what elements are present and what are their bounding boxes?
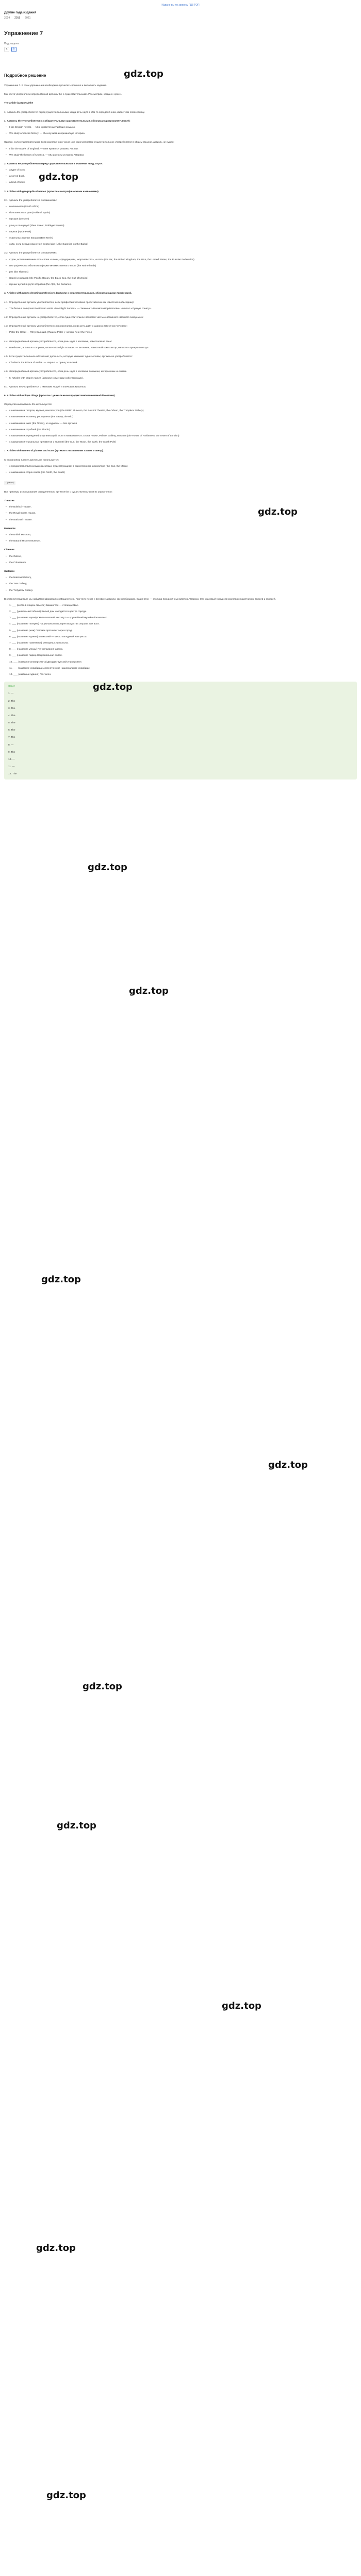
answer-item: 10. — — [8, 758, 15, 761]
list-item: • the National Theatre. — [4, 518, 357, 522]
list-item: • Peter the Great — Пётр Великий. (Пишем Peter I, читаем Peter the First.) — [4, 331, 357, 334]
list-item: • Charles is the Prince of Wales. — Чарльз — принц Уэльский. — [4, 361, 357, 365]
year-tab-2021[interactable]: 2021 — [25, 16, 31, 20]
answer-box — [4, 682, 357, 779]
paragraph: 3.1. Артикль the употребляется с названиями: — [4, 199, 57, 202]
paragraph: 3.2. Артикль the употребляется с названиями: — [4, 252, 57, 255]
list-item: 8. ___ (название улицы) Пенсильвания-авеню. — [9, 648, 63, 651]
paragraph: 1) Артикль the употребляется перед существительными, когда речь идёт о чём-то определённом, известном собеседнику. — [4, 111, 145, 114]
list-item: • морей и океанов (the Pacific Ocean, the Black Sea, the Gulf of Mexico) — [4, 277, 357, 280]
watermark: gdz.top — [124, 69, 163, 79]
answer-item: 7. The — [8, 736, 15, 739]
watermark: gdz.top — [46, 2490, 86, 2501]
list-item: • с названиями театров, музеев, кинотеатров (the British Museum, the Bolshoi Theatre, the Odeon, the Tretyakov Gallery) — [4, 409, 357, 413]
pager-item-a[interactable]: a — [4, 47, 9, 52]
list-item: • Beethoven, a famous composer, wrote «Moonlight Sonata». — Бетховен, известный композитор, написал «Лунную сонату». — [4, 346, 357, 350]
solution-heading: Подробное решение — [4, 73, 46, 78]
answer-item: 4. The — [8, 714, 15, 717]
watermark: gdz.top — [39, 172, 78, 182]
paragraph: Определённый артикль the используется: — [4, 403, 52, 406]
year-tab-2019[interactable]: 2019 — [14, 16, 21, 20]
group-heading: Galleries — [4, 570, 15, 573]
answer-item: 2. The — [8, 700, 15, 703]
solution-body — [4, 84, 357, 474]
list-item: 11. ___ (название кладбища) Арлингтонское национальное кладбище. — [9, 667, 91, 670]
answer-item: 5. The — [8, 722, 15, 725]
watermark: gdz.top — [57, 1820, 96, 1831]
paragraph: 4.3. Определённый артикль употребляется с приложением, когда речь идёт о широко известном человеке: — [4, 325, 128, 328]
list-item: 6. ___ (название здания) Капитолий — место заседаний Конгресса. — [9, 635, 87, 638]
list-item: • с названиями гостиниц, ресторанов (the Savoy, the Ritz) — [4, 415, 357, 419]
year-tab-2014[interactable]: 2014 — [4, 16, 10, 20]
list-item: 4. ___ (название галереи) Национальная галерея искусства открыта для всех. — [9, 623, 100, 626]
paragraph: 4.1. Определённый артикль употребляется, если профессия человека представлена как известная собеседнику: — [4, 301, 135, 304]
list-item: • с предметами/явлениями/объектами, существующими в единственном экземпляре (the Sun, the Moon) — [4, 465, 357, 468]
list-item: • the Colosseum. — [4, 561, 357, 565]
list-item: 10. ___ (название университета) Джорджтаунский университет. — [9, 660, 82, 664]
section-heading: 7. Articles with names of planets and stars (артикли с названиями планет и звёзд). — [4, 450, 104, 453]
answer-item: 12. The — [8, 773, 17, 776]
list-item: • the Bolshoi Theatre, — [4, 505, 357, 509]
subsection-pager — [4, 47, 357, 52]
list-item: • We study the history of America. — Мы изучаем историю Америки. — [4, 154, 357, 157]
list-item: 5. ___ (название реки) Потомак протекает через город. — [9, 629, 73, 632]
list-item: • a sort of book, — [4, 175, 357, 178]
group-heading: Theatres — [4, 500, 14, 503]
list-item: • с названиями сторон света (the North, the South) — [4, 471, 357, 474]
list-item: • We study American history. — Мы изучаем американскую историю. — [4, 132, 357, 135]
list-item: • the Tate Gallery, — [4, 582, 357, 586]
paragraph: 4.5. Если существительное обозначает должность, которую занимает один человек, артикль не употребляется: — [4, 355, 133, 358]
other-years-heading: Другие года изданий — [4, 11, 37, 14]
list-item: • the National Gallery, — [4, 576, 357, 580]
list-item: • a type of book, — [4, 168, 357, 172]
list-item: • горных цепей и групп островов (the Alps, the Canaries) — [4, 283, 357, 286]
paragraph: Однако, если существительное во множественном числе или неисчисляемое существительное употребляется в общем смысле, артикль не нужен: — [4, 141, 174, 144]
list-item: 12. ___ (название здания) Пентагон. — [9, 673, 52, 676]
list-item: 7. ___ (название памятника) Мемориал Линкольна. — [9, 642, 69, 645]
paragraph: Мы часто употребляем определённый артикль the с существительными. Рассмотрим, когда он нужен. — [4, 93, 122, 96]
watermark: gdz.top — [36, 2243, 76, 2253]
list-item: • континентов (South Africa) — [4, 205, 357, 209]
list-item: • с названиями учреждений и организаций, если в названии есть слова House, Palace, Gallery, Museum (the House of Parliament, the Tower of London) — [4, 434, 357, 438]
list-item: • географических объектов в форме множественного числа (the Netherlands) — [4, 264, 357, 268]
list-item: • отдельных горных вершин (Ben Nevis) — [4, 236, 357, 240]
subsection-label: Подразделы — [4, 42, 19, 45]
list-item: • городов (London) — [4, 217, 357, 221]
answer-item: 3. The — [8, 707, 15, 710]
group-heading: Museums — [4, 527, 16, 530]
list-item: • с названиями кораблей (the Titanic) — [4, 428, 357, 432]
answer-label: Ответ — [8, 685, 15, 688]
list-item: 1. ___ (место в общем смысле) Вашингтон — столица США. — [9, 604, 79, 607]
section-heading: 2. Артикль не употребляется перед существительными в значении «вид, сорт»: — [4, 162, 103, 165]
list-item: 9. ___ (название парка) Национальная аллея. — [9, 654, 62, 657]
paragraph: 4.2. Определённый артикль не употребляется, если существительное является частью составного именного сказуемого: — [4, 316, 144, 319]
list-item: • рек (the Thames) — [4, 270, 357, 274]
section-heading: 1. Артикль the употребляется с собирательными существительными, обозначающими группу людей: — [4, 120, 130, 123]
examples-body — [4, 490, 357, 676]
list-item: 2. ___ (уникальный объект) Белый дом находится в центре города. — [9, 611, 87, 614]
example-pill: Пример — [4, 481, 15, 485]
section-heading: The article (артикль) the — [4, 102, 34, 105]
section-heading: 3. Articles with geographical names (артикли с географическими названиями). — [4, 190, 100, 193]
list-item: • the Royal Opera House, — [4, 512, 357, 515]
watermark: gdz.top — [41, 1274, 81, 1285]
list-item: • the Natural History Museum. — [4, 539, 357, 543]
list-item: • the Tretyakov Gallery. — [4, 589, 357, 592]
answer-item: 9. The — [8, 751, 15, 754]
watermark: gdz.top — [268, 1460, 308, 1470]
section-heading: 6. Articles with unique things (артикли с уникальными предметами/явлениями/объектами). — [4, 394, 116, 397]
list-item: • парков (Hyde Park) — [4, 230, 357, 234]
exercise-title: Упражнение 7 — [4, 30, 43, 37]
list-item: • большинства стран (Holland, Spain) — [4, 211, 357, 215]
answer-item: 1. — — [8, 692, 14, 696]
paragraph: 5.1. Артикль не употребляется с именами людей и кличками животных. — [4, 385, 87, 388]
list-item: • улиц и площадей (Fleet Street, Trafalgar Square) — [4, 224, 357, 228]
paragraph: В этом путеводителе мы найдём информацию о Вашингтоне. Прочтите текст и вставьте артикли, где необходимо. Вашингтон — столица Соединённых Штатов Америки. Это красивый город с множеством памятников, музеев и галерей. — [4, 598, 276, 601]
year-tabs — [4, 16, 357, 21]
watermark: gdz.top — [258, 506, 298, 517]
paragraph: Вот примеры использования определённого артикля the с существительными из упражнения: — [4, 490, 112, 494]
list-item: • The famous composer Beethoven wrote «Moonlight Sonata». — Знаменитый композитор Бетховен написал «Лунную сонату». — [4, 307, 357, 311]
list-item: • I like English novels. — Мне нравятся английские романы. — [4, 126, 357, 129]
list-item: • с названиями уникальных предметов и явлений (the Sun, the Moon, the Earth, the South Pole) — [4, 440, 357, 444]
list-item: • the Odeon, — [4, 555, 357, 558]
watermark: gdz.top — [83, 1681, 122, 1692]
watermark: gdz.top — [88, 862, 127, 873]
list-item: 3. ___ (название музея) Смитсоновский институт — крупнейший музейный комплекс. — [9, 617, 108, 620]
list-item: • I like the novels of England. — Мне нравятся романы Англии. — [4, 147, 357, 151]
group-heading: Cinemas — [4, 549, 14, 552]
watermark: gdz.top — [129, 986, 169, 996]
top-note[interactable]: Издано вы по запросу ГДЗ ТОП — [161, 4, 200, 7]
list-item: • с названиями газет (the Times), но журналы — без артикля — [4, 422, 357, 426]
answer-item: 6. The — [8, 729, 15, 732]
watermark: gdz.top — [93, 682, 133, 692]
list-item: • the British Museum, — [4, 533, 357, 537]
pager-item-b[interactable]: b — [11, 47, 17, 52]
list-item: • стран, если в названии есть слова «союз», «федерация», «королевство», «штат» (the UK, the United Kingdom, the USA, the United States, the Russian Federation) — [4, 258, 357, 262]
paragraph: Упражнение 7. В этом упражнении необходимо прочитать правило и выполнить задания. — [4, 84, 107, 87]
list-item: • a kind of book. — [4, 181, 357, 184]
section-heading: 4. Articles with nouns denoting professions (артикли с существительными, обозначающими профессии). — [4, 292, 132, 295]
list-item: • 5. Articles with proper names (артикли с именами собственными). — [4, 377, 357, 380]
paragraph: 4.6. Неопределённый артикль употребляется, если речь идёт о человеке по имени, которого мы не знаем. — [4, 370, 127, 374]
watermark: gdz.top — [222, 2001, 261, 2011]
paragraph: 4.4. Неопределённый артикль употребляется, если речь идёт о человеке, известном не всем: — [4, 340, 112, 343]
answer-item: 11. — — [8, 766, 15, 769]
answer-item: 8. — — [8, 743, 14, 747]
paragraph: С названиями планет артикль не используется: — [4, 459, 59, 462]
list-item: • озёр, если перед ними стоит слово lake (Lake Superior, но the Baikal) — [4, 243, 357, 246]
